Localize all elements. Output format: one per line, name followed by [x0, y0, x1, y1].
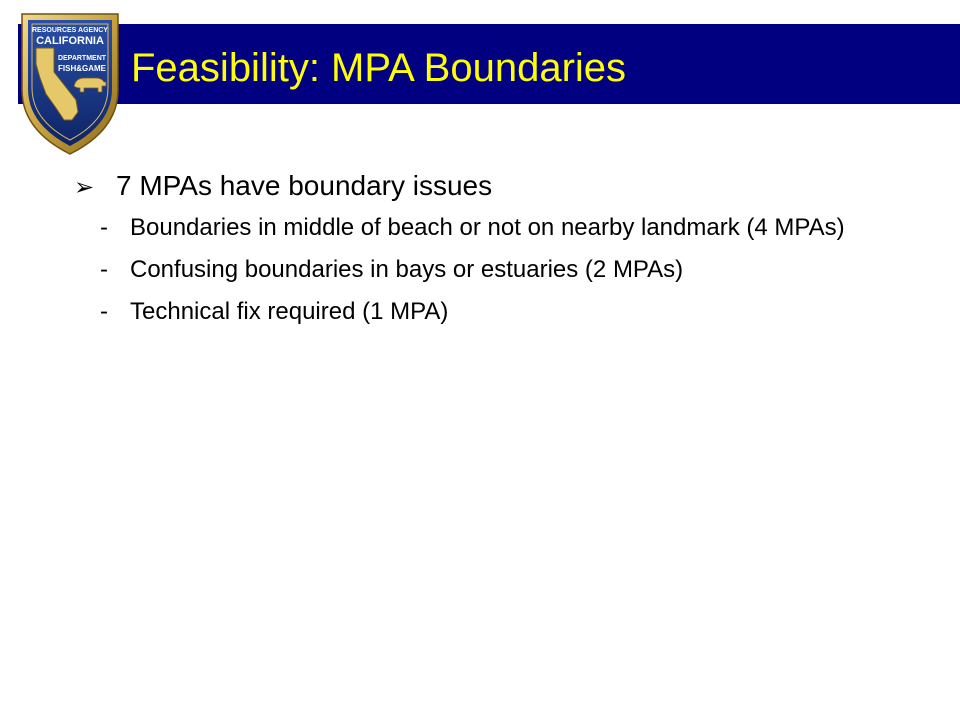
california-fish-and-game-shield-icon [16, 8, 124, 158]
sub-bullet-text: Boundaries in middle of beach or not on nearby landmark (4 MPAs) [130, 214, 845, 241]
sub-bullet-item [100, 212, 894, 244]
logo-line-3: DEPARTMENT [57, 55, 107, 62]
sub-bullet-text: Confusing boundaries in bays or estuaries (2 MPAs) [130, 256, 684, 283]
arrow-bullet-icon: ➢ [74, 174, 95, 201]
sub-bullet-list [74, 212, 894, 328]
dash-bullet: - [100, 256, 108, 283]
logo-line-2: CALIFORNIA [36, 35, 104, 47]
bullet-item [74, 168, 894, 206]
slide-content [74, 168, 894, 338]
sub-bullet-item [100, 296, 894, 328]
dash-bullet: - [100, 298, 108, 325]
sub-bullet-text: Technical fix required (1 MPA) [130, 298, 449, 325]
slide-title: Feasibility: MPA Boundaries [131, 46, 627, 90]
logo-line-1: RESOURCES AGENCY [32, 27, 108, 34]
sub-bullet-item [100, 254, 894, 286]
dash-bullet: - [100, 214, 108, 241]
logo-line-4: FISH&GAME [58, 64, 106, 73]
bullet-text: 7 MPAs have boundary issues [116, 170, 493, 201]
